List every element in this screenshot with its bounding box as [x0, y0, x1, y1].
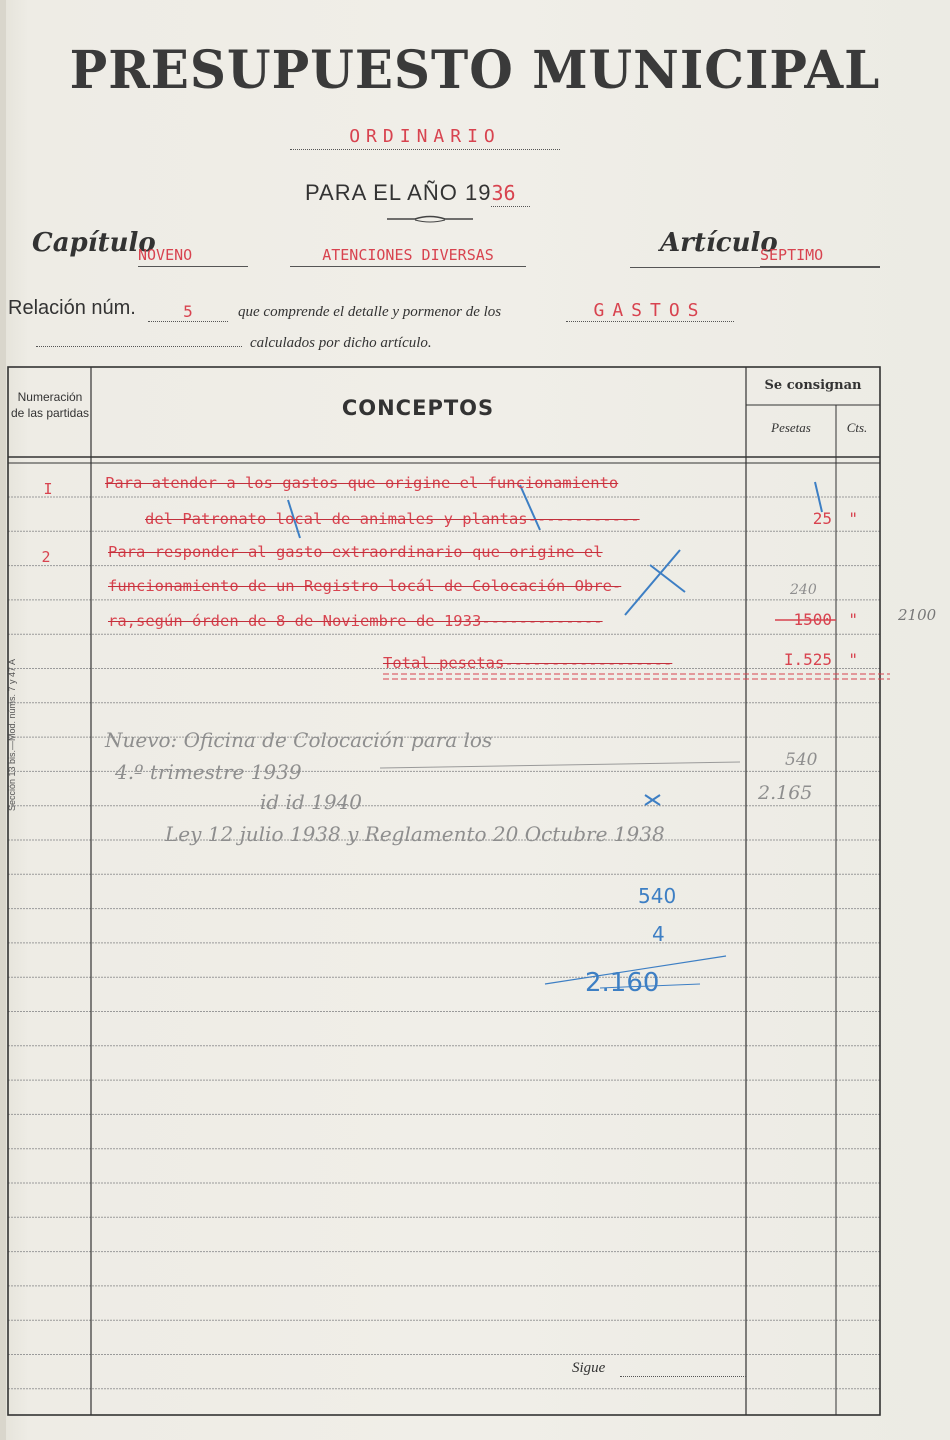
item-1-line-1: Para atender a los gastos que origine el funcionamiento [105, 474, 619, 492]
section-name: ATENCIONES DIVERSAS [290, 246, 526, 267]
sigue-dotted-line [620, 1376, 746, 1377]
item-2-line-2: funcionamiento de un Registro locál de Colocación Obre- [108, 577, 622, 595]
item-2-line-1: Para responder al gasto extraordinario que origine el [108, 543, 603, 561]
handwritten-amount-2: 2.165 [758, 782, 813, 804]
total-cts: " [848, 650, 858, 669]
capitulo-label: Capítulo [32, 228, 156, 258]
side-print: Sección 13 bis.—Mod. núms. 7 y 47 A [7, 658, 18, 812]
item-1-cts: " [848, 509, 858, 528]
calc-line-2: 4 [652, 922, 665, 946]
document-title: PRESUPUESTO MUNICIPAL [69, 38, 881, 101]
year-suffix: 36 [491, 181, 516, 205]
item-2-cts: " [848, 610, 858, 629]
relation-kind: GASTOS [566, 300, 734, 322]
articulo-label: Artículo [660, 228, 778, 258]
item-2-number: 2 [41, 548, 51, 566]
handwritten-line-3: id id 1940 [260, 790, 363, 814]
total-pesetas: I.525 [783, 650, 832, 669]
item-2-line-3: ra,según órden de 8 de Noviembre de 1933------------- [108, 612, 603, 630]
header-conceptos: CONCEPTOS [341, 396, 495, 420]
sigue-label: Sigue [572, 1360, 606, 1376]
relation-text-2: calculados por dicho artículo. [250, 335, 432, 351]
item-2-pesetas: 1500 [793, 610, 832, 629]
item-1-line-2: del Patronato local de animales y plantas------------ [145, 510, 640, 528]
header-pesetas: Pesetas [771, 420, 811, 435]
articulo-value: SEPTIMO [760, 246, 880, 267]
margin-note: 2100 [898, 606, 937, 624]
header-se-consignan: Se consignan [764, 378, 862, 393]
budget-type: ORDINARIO [290, 126, 560, 150]
item-1-number: I [43, 480, 53, 498]
relation-number: 5 [148, 302, 228, 322]
header-cts: Cts. [846, 420, 868, 435]
calc-result: 2.160 [585, 968, 660, 998]
item-2-pesetas-correction: 240 [790, 582, 817, 598]
header-numeracion: Numeración de las partidas [10, 390, 90, 420]
total-label: Total pesetas------------------ [383, 654, 673, 672]
calc-line-1: 540 [638, 884, 677, 908]
handwritten-line-4: Ley 12 julio 1938 y Reglamento 20 Octubre 1938 [165, 822, 665, 846]
capitulo-value: NOVENO [138, 246, 248, 267]
item-1-pesetas: 25 [812, 509, 832, 528]
handwritten-amount-1: 540 [785, 750, 818, 770]
handwritten-line-2: 4.º trimestre 1939 [115, 760, 302, 784]
relation-label: Relación núm. [8, 297, 136, 319]
relation-text: que comprende el detalle y pormenor de los [238, 304, 502, 320]
handwritten-line-1: Nuevo: Oficina de Colocación para los [105, 728, 493, 752]
year-label: PARA EL AÑO 19 [305, 180, 492, 205]
